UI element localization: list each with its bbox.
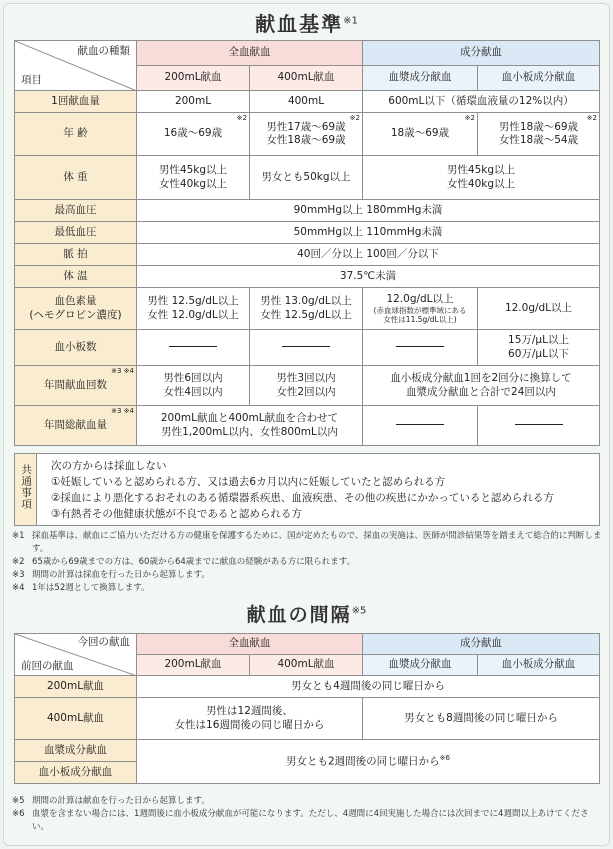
notes-interval (12, 795, 602, 834)
hb-200: 男性 12.5g/dL以上 女性 12.0g/dL以上 (137, 288, 250, 330)
annual-count-200: 男性6回以内 女性4回以内 (137, 366, 250, 406)
dash-mark (515, 424, 563, 425)
note-3: ※3 期間の計算は採血を行った日から起算します。 (12, 570, 210, 580)
row-label-bp-low: 最低血圧 (15, 222, 137, 244)
donation-interval-table (14, 633, 600, 784)
volume-400: 400mL (250, 91, 363, 113)
dash-mark (282, 346, 330, 347)
hb-plasma: 12.0g/dL以上 (赤血球指数が標準域にある 女性は11.5g/dL以上) (363, 288, 478, 330)
annual-total-plasma (363, 406, 478, 446)
annual-count-component: 血小板成分献血1回を2回分に換算して 血漿成分献血と合計で24回以内 (363, 366, 600, 406)
age-200: 16歳〜69歳 ※2 (137, 113, 250, 156)
row-label-weight: 体 重 (15, 156, 137, 200)
interval-header-whole-blood: 全血献血 (137, 634, 363, 655)
hb-platelet: 12.0g/dL以上 (478, 288, 600, 330)
volume-component: 600mL以下（循環血液量の12%以内） (363, 91, 600, 113)
interval-title: 献血の間隔$^{※5}$ (246, 604, 367, 626)
weight-200: 男性45kg以上 女性40kg以上 (137, 156, 250, 200)
row-label-bp-high: 最高血圧 (15, 200, 137, 222)
header-donation-type: 献血の種類 (77, 45, 130, 57)
interval-row-200: 200mL献血 (15, 676, 137, 698)
bp-high-value: 90mmHg以上 180mmHg未満 (137, 200, 600, 222)
age-plasma: 18歳〜69歳 ※2 (363, 113, 478, 156)
temp-value: 37.5℃未満 (137, 266, 600, 288)
header-whole-blood: 全血献血 (137, 41, 363, 66)
row-label-platelet: 血小板数 (15, 330, 137, 366)
weight-component: 男性45kg以上 女性40kg以上 (363, 156, 600, 200)
interval-200-value: 男女とも4週間後の同じ曜日から (137, 676, 600, 698)
interval-header-400ml: 400mL献血 (250, 655, 363, 676)
header-previous-donation: 前回の献血 (21, 659, 74, 672)
platelet-plasma (363, 330, 478, 366)
note-6: ※6 血漿を含まない場合には、1週間後に血小板成分献血が可能になります。ただし、4週間に4回実施した場合には次回までに4週間以上あけてください。 (12, 809, 589, 832)
dash-mark (396, 346, 444, 347)
note-5: ※5 期間の計算は献血を行った日から起算します。 (12, 796, 210, 806)
platelet-400 (250, 330, 363, 366)
donation-criteria-table (14, 40, 600, 446)
common-items-table (14, 453, 600, 526)
header-plasma: 血漿成分献血 (363, 66, 478, 91)
weight-400: 男女とも50kg以上 (250, 156, 363, 200)
note-1: ※1 採血基準は、献血にご協力いただける方の健康を保護するために、国が定めたもので、採血の実施は、医師が問診結果等を踏まえて総合的に判断します。 (12, 531, 602, 554)
pulse-value: 40回／分以上 100回／分以下 (137, 244, 600, 266)
interval-header-component: 成分献血 (363, 634, 600, 655)
interval-400-component: 男女とも8週間後の同じ曜日から (363, 698, 600, 740)
interval-header-200ml: 200mL献血 (137, 655, 250, 676)
interval-row-plasma: 血漿成分献血 (15, 740, 137, 762)
notes-criteria (12, 530, 602, 595)
interval-row-platelet: 血小板成分献血 (15, 762, 137, 784)
note-2: ※2 65歳から69歳までの方は、60歳から64歳までに献血の経験がある方に限られます。 (12, 557, 356, 567)
row-label-temp: 体 温 (15, 266, 137, 288)
header-current-donation: 今回の献血 (77, 636, 130, 648)
platelet-platelet: 15万/μL以上 60万/μL以下 (478, 330, 600, 366)
age-400: 男性17歳〜69歳 女性18歳〜69歳 ※2 (250, 113, 363, 156)
note-4: ※4 1年は52週として換算します。 (12, 583, 150, 593)
header-200ml: 200mL献血 (137, 66, 250, 91)
header-platelet: 血小板成分献血 (478, 66, 600, 91)
header-item: 項目 (21, 73, 42, 86)
row-label-annual-total: 年間総献血量 ※3 ※4 (15, 406, 137, 446)
interval-header-plasma: 血漿成分献血 (363, 655, 478, 676)
annual-total-platelet (478, 406, 600, 446)
dash-mark (396, 424, 444, 425)
interval-component-value: 男女とも2週間後の同じ曜日から$^{※6}$ (137, 740, 600, 784)
interval-400-whole: 男性は12週間後、 女性は16週間後の同じ曜日から (137, 698, 363, 740)
row-label-pulse: 脈 拍 (15, 244, 137, 266)
annual-total-whole: 200mL献血と400mL献血を合わせて 男性1,200mL以内、女性800mL以内 (137, 406, 363, 446)
interval-header-diagonal-cell (15, 634, 137, 676)
hb-400: 男性 13.0g/dL以上 女性 12.5g/dL以上 (250, 288, 363, 330)
header-400ml: 400mL献血 (250, 66, 363, 91)
interval-row-400: 400mL献血 (15, 698, 137, 740)
header-component: 成分献血 (363, 41, 600, 66)
dash-mark (169, 346, 217, 347)
row-label-hb: 血色素量 (ヘモグロビン濃度) (15, 288, 137, 330)
page-title: 献血基準$^{※1}$ (255, 12, 358, 36)
annual-count-400: 男性3回以内 女性2回以内 (250, 366, 363, 406)
row-label-annual-count: 年間献血回数 ※3 ※4 (15, 366, 137, 406)
age-platelet: 男性18歳〜69歳 女性18歳〜54歳 ※2 (478, 113, 600, 156)
header-diagonal-cell (15, 41, 137, 91)
common-items-content: 次の方からは採血しない ①妊娠していると認められる方、又は過去6カ月以内に妊娠していたと認められる方 ②採血により悪化するおそれのある循環器系疾患、血液疾患、その他の疾患にかかっていると認められる方 ③有熱者その他健康状態が不良であると認められる方 (37, 454, 600, 526)
row-label-volume: 1回献血量 (15, 91, 137, 113)
interval-header-platelet: 血小板成分献血 (478, 655, 600, 676)
common-items-label: 共通事項 (15, 454, 37, 526)
volume-200: 200mL (137, 91, 250, 113)
bp-low-value: 50mmHg以上 110mmHg未満 (137, 222, 600, 244)
row-label-age: 年 齢 (15, 113, 137, 156)
platelet-200 (137, 330, 250, 366)
